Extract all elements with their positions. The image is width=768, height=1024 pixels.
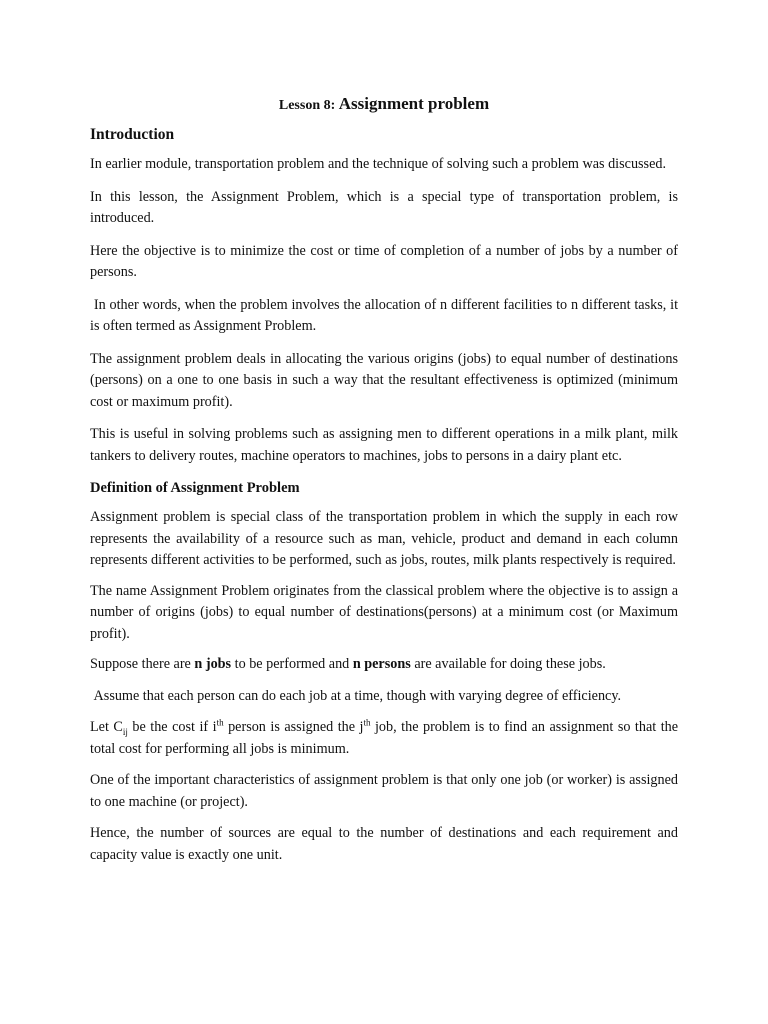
title-main: Assignment problem	[338, 94, 490, 113]
suppose-paragraph	[90, 654, 678, 676]
suppose-n-persons: n persons	[352, 656, 411, 672]
closing-paragraph: One of the important characteristics of assignment problem is that only one job (or worker) is assigned to one machine (or project).	[90, 772, 678, 810]
page-title	[90, 94, 678, 116]
intro-heading: Introduction	[90, 126, 175, 143]
definition-paragraph: Assignment problem is special class of the transportation problem in which the supply in each row represents the availability of a resource such as man, vehicle, product and demand in each column represents different activities to be performed, such as jobs, routes, milk plants respectively is required.	[90, 509, 678, 568]
let-paragraph	[90, 717, 678, 760]
intro-paragraph: This is useful in solving problems such as assigning men to different operations in a milk plant, milk tankers to delivery routes, machine operators to machines, jobs to persons in a dairy plant etc.	[90, 426, 678, 464]
let-text-a: Let C	[90, 719, 123, 735]
intro-paragraph: In this lesson, the Assignment Problem, which is a special type of transportation problem, is introduced.	[90, 188, 678, 226]
suppose-text-a: Suppose there are	[90, 656, 195, 672]
let-text-b: be the cost if i	[127, 719, 217, 735]
suppose-text-c: to be performed and	[231, 656, 353, 672]
intro-paragraph: In other words, when the problem involves the allocation of n different facilities to n different tasks, it is often termed as Assignment Problem.	[90, 296, 682, 334]
definition-heading: Definition of Assignment Problem	[90, 480, 300, 496]
let-text-c: person is assigned the j	[223, 719, 364, 735]
let-subscript: ij	[122, 726, 128, 737]
closing-paragraph: Hence, the number of sources are equal to the number of destinations and each requirement and capacity value is exactly one unit.	[90, 825, 678, 863]
title-prefix: Lesson 8:	[278, 98, 339, 113]
intro-paragraph: Here the objective is to minimize the cost or time of completion of a number of jobs by a number of persons.	[90, 242, 678, 280]
let-text-d: job, the problem is to find an assignment so that the total cost for performing all jobs is minimum.	[90, 719, 679, 757]
let-superscript-2: th	[363, 717, 371, 728]
assume-paragraph: Assume that each person can do each job at a time, though with varying degree of efficiency.	[90, 687, 622, 704]
intro-paragraph: The assignment problem deals in allocating the various origins (jobs) to equal number of destinations (persons) on a one to one basis in such a way that the resultant effectiveness is optimized (minimum cost or maximum profit).	[90, 350, 678, 410]
definition-paragraph: The name Assignment Problem originates from the classical problem where the objective is to assign a number of origins (jobs) to equal number of destinations(persons) at a minimum cost (or Maximum profit).	[90, 582, 678, 642]
suppose-text-e: are available for doing these jobs.	[410, 656, 606, 672]
intro-paragraph: In earlier module, transportation problem and the technique of solving such a problem was discussed.	[90, 156, 667, 172]
let-superscript-1: th	[216, 717, 224, 728]
suppose-n-jobs: n jobs	[194, 656, 232, 672]
